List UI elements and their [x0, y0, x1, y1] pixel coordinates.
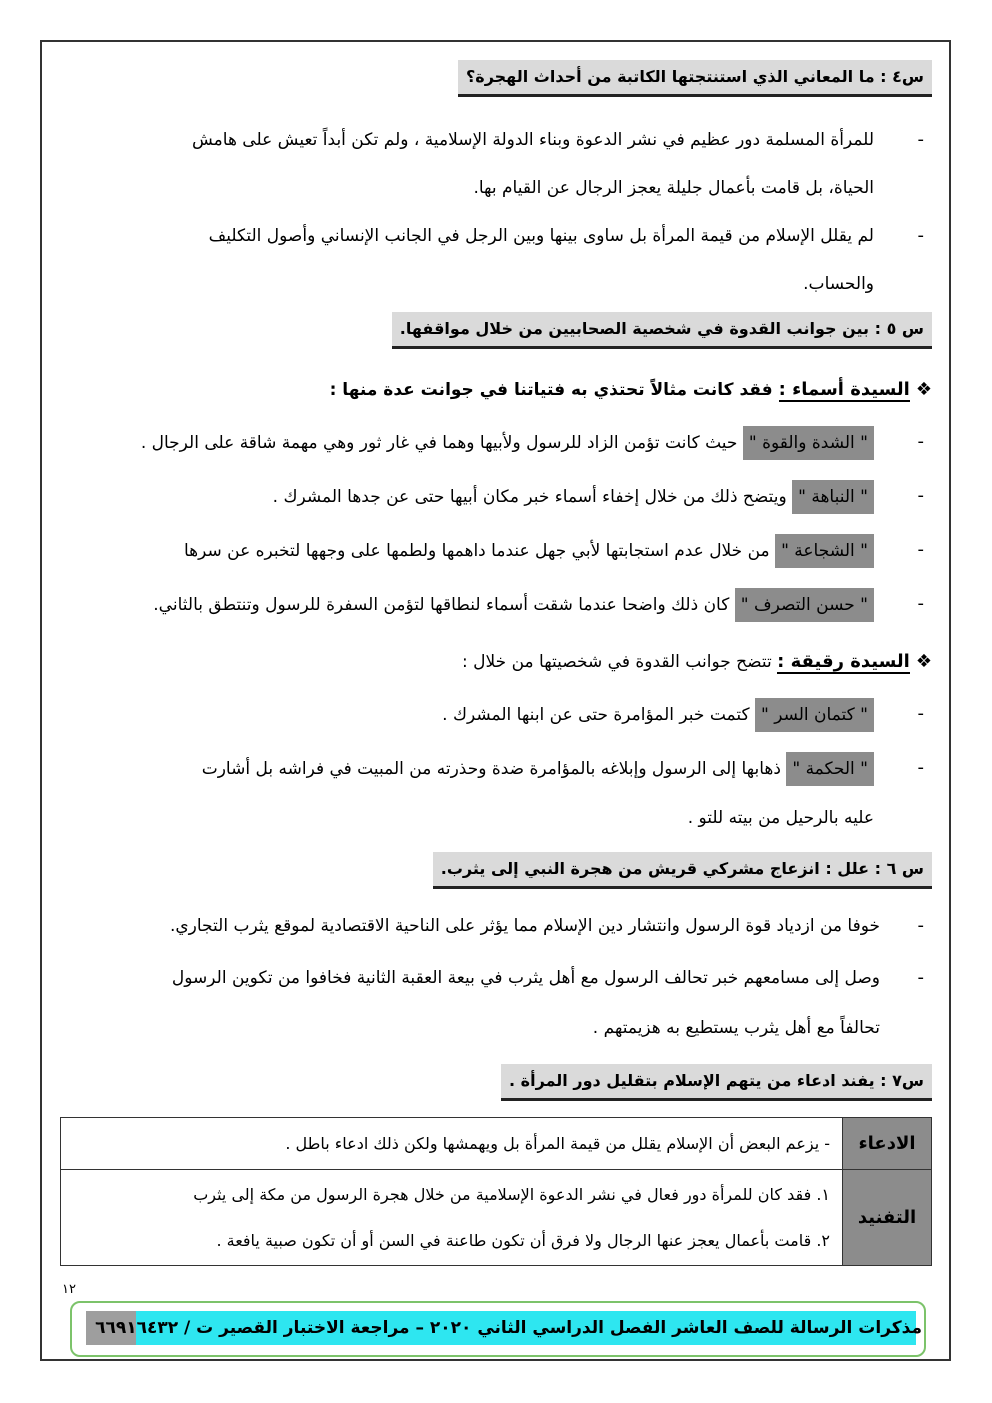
page-number: ١٢: [62, 1282, 76, 1297]
refutation-row: [61, 1170, 932, 1266]
claim-row: [61, 1118, 932, 1170]
q6-bullet-2-line-1: وصل إلى مسامعهم خبر تحالف الرسول مع أهل يثرب في بيعة العقبة الثانية فخافوا من تكوين الرسول: [171, 968, 880, 988]
refutation-point-2: ٢. قامت بأعمال يعجز عنها الرجال ولا فرق أن تكون طاعنة في السن أو أن تكون صبية يافعة .: [216, 1230, 830, 1250]
bullet-dash: -: [917, 703, 924, 724]
footer-text: مذكرات الرسالة للصف العاشر الفصل الدراسي الثاني ٢٠٢٠ – مراجعة الاختبار القصير ت / ٦٦٩١٦٤٣٢: [95, 1318, 922, 1338]
ruqaiqa-item: [202, 752, 874, 786]
asma-item-text: من خلال عدم استجابتها لأبي جهل عندما داهمها ولطمها على وجهها لتخبره عن سرها: [183, 541, 770, 561]
question-4-title: س٤ : ما المعاني الذي استنتجتها الكاتبة من أحداث الهجرة؟: [458, 60, 932, 97]
q6-bullet-1: خوفا من ازدياد قوة الرسول وانتشار دين الإسلام مما يؤثر على الناحية الاقتصادية لموقع يثرب التجاري.: [169, 916, 880, 936]
refutation-point-1: ١. فقد كان للمرأة دور فعال في نشر الدعوة الإسلامية من خلال هجرة الرسول من مكة إلى يثرب: [193, 1184, 830, 1204]
asma-item: [141, 426, 874, 460]
question-5-title: س ٥ : بين جوانب القدوة في شخصية الصحابيين من خلال مواقفها.: [392, 312, 932, 349]
bullet-dash: -: [917, 593, 924, 614]
bullet-dash: -: [917, 757, 924, 778]
q6-bullet-2-line-2: تحالفاً مع أهل يثرب يستطيع به هزيمتهم .: [592, 1018, 880, 1038]
asma-item: [273, 480, 874, 514]
asma-item-label: " حسن التصرف ": [735, 588, 874, 622]
refutation-cell: [61, 1170, 843, 1266]
q4-bullet-2-line-2: والحساب.: [803, 274, 874, 294]
bullet-dash: -: [917, 915, 924, 936]
refutation-label: التفنيد: [843, 1170, 932, 1266]
asma-item-label: " النباهة ": [792, 480, 874, 514]
claim-refutation-table: [60, 1117, 932, 1266]
asma-item-label: " الشدة والقوة ": [743, 426, 874, 460]
bullet-dash: -: [917, 431, 924, 452]
q4-bullet-1-line-2: الحياة، بل قامت بأعمال جليلة يعجز الرجال عن القيام بها.: [473, 178, 874, 198]
asma-name: السيدة أسماء :: [778, 379, 910, 400]
bullet-dash: -: [917, 225, 924, 246]
ruqaiqa-item: [442, 698, 874, 732]
diamond-bullet-icon: ❖: [915, 651, 932, 672]
question-7-title: س٧ : يفند ادعاء من يتهم الإسلام بتقليل دور المرأة .: [501, 1064, 932, 1101]
asma-heading: [330, 378, 932, 402]
q4-bullet-1-line-1: للمرأة المسلمة دور عظيم في نشر الدعوة وبناء الدولة الإسلامية ، ولم تكن أبداً تعيش على هامش: [191, 130, 874, 150]
claim-label: الادعاء: [843, 1118, 932, 1170]
asma-item-label: " الشجاعة ": [775, 534, 874, 568]
ruqaiqa-item-text: كتمت خبر المؤامرة حتى عن ابنها المشرك .: [442, 705, 750, 725]
ruqaiqa-item-label: " الحكمة ": [786, 752, 874, 786]
asma-item: [153, 588, 874, 622]
bullet-dash: -: [917, 967, 924, 988]
ruqaiqa-name: السيدة رقيقة :: [777, 651, 910, 672]
q4-bullet-2-line-1: لم يقلل الإسلام من قيمة المرأة بل ساوى بينها وبين الرجل في الجانب الإنساني وأصول التكليف: [208, 226, 874, 246]
asma-item-text: كان ذلك واضحا عندما شقت أسماء لنطاقها لتؤمن السفرة للرسول وتنتطق بالثاني.: [153, 595, 730, 615]
ruqaiqa-intro: تتضح جوانب القدوة في شخصيتها من خلال :: [462, 652, 772, 672]
ruqaiqa-item-label: " كتمان السر ": [755, 698, 874, 732]
asma-item-text: حيث كانت تؤمن الزاد للرسول ولأبيها وهما في غار ثور وهي مهمة شاقة على الرجال .: [140, 433, 738, 453]
ruqaiqa-item-text: ذهابها إلى الرسول وإبلاغه بالمؤامرة ضدة وحذرته من المبيت في فراشه بل أشارت: [201, 759, 781, 779]
ruqaiqa-heading: [462, 650, 932, 674]
asma-item-text: ويتضح ذلك من خلال إخفاء أسماء خبر مكان أبيها حتى عن جدها المشرك .: [272, 487, 787, 507]
ruqaiqa-item-continuation: عليه بالرحيل من بيته للتو .: [687, 808, 874, 828]
asma-intro: فقد كانت مثالاً تحتذي به فتياتنا في جوانت عدة منها :: [329, 380, 773, 400]
question-6-title: س ٦ : علل : انزعاج مشركي قريش من هجرة النبي إلى يثرب.: [433, 852, 932, 889]
bullet-dash: -: [917, 129, 924, 150]
bullet-dash: -: [917, 539, 924, 560]
bullet-dash: -: [917, 485, 924, 506]
asma-item: [184, 534, 874, 568]
claim-text: - يزعم البعض أن الإسلام يقلل من قيمة المرأة بل ويهمشها ولكن ذلك ادعاء باطل .: [61, 1118, 843, 1170]
diamond-bullet-icon: ❖: [915, 379, 932, 400]
